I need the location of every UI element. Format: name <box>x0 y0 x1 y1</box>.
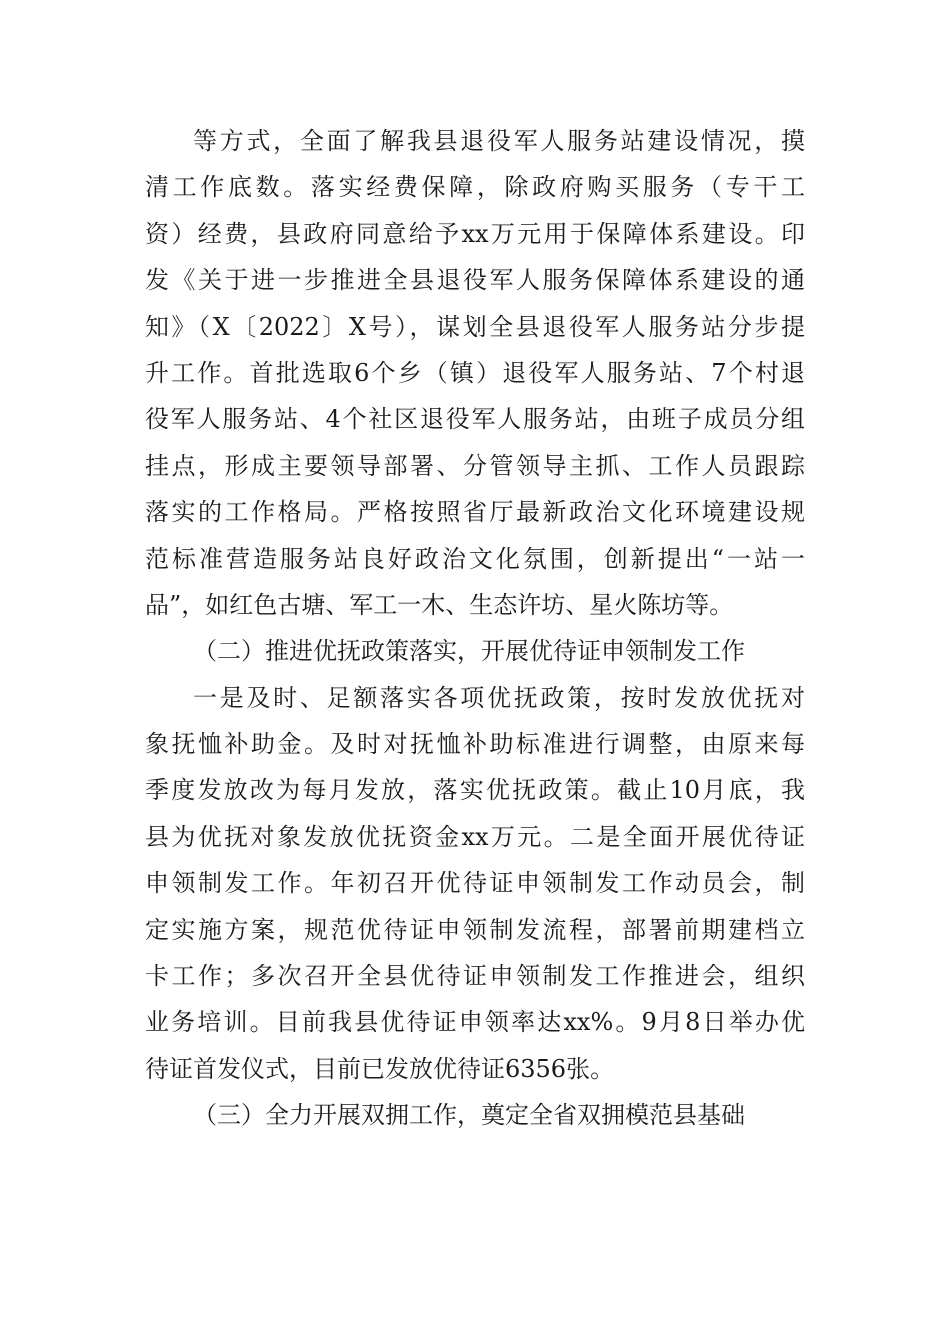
paragraph-line: 清工作底数。落实经费保障，除政府购买服务（专干工 <box>145 173 805 202</box>
paragraph-line: 业务培训。目前我县优待证申领率达xx%。9月8日举办优 <box>145 1008 805 1037</box>
section-heading-two: （二）推进优抚政策落实，开展优待证申领制发工作 <box>193 637 745 666</box>
paragraph-line: 卡工作；多次召开全县优待证申领制发工作推进会，组织 <box>145 962 805 991</box>
document-body <box>145 118 805 1139</box>
paragraph-line: 县为优抚对象发放优抚资金xx万元。二是全面开展优待证 <box>145 822 805 851</box>
paragraph-preferential-policy <box>145 675 805 1093</box>
paragraph-line: 品”，如红色古塘、军工一木、生态许坊、星火陈坊等。 <box>145 590 734 619</box>
paragraph-line: 资）经费，县政府同意给予xx万元用于保障体系建设。印 <box>145 219 805 248</box>
paragraph-line: 范标准营造服务站良好政治文化氛围，创新提出“一站一 <box>145 544 805 573</box>
paragraph-line: 象抚恤补助金。及时对抚恤补助标准进行调整，由原来每 <box>145 730 805 759</box>
paragraph-line: 落实的工作格局。严格按照省厅最新政治文化环境建设规 <box>145 498 805 527</box>
paragraph-service-station <box>145 118 805 628</box>
section-heading-three: （三）全力开展双拥工作，奠定全省双拥模范县基础 <box>193 1101 745 1130</box>
paragraph-line: 挂点，形成主要领导部署、分管领导主抓、工作人员跟踪 <box>145 451 805 480</box>
paragraph-line: 季度发放改为每月发放，落实优抚政策。截止10月底，我 <box>145 776 805 805</box>
paragraph-line: 等方式，全面了解我县退役军人服务站建设情况，摸 <box>193 127 805 155</box>
paragraph-line: 役军人服务站、4个社区退役军人服务站，由班子成员分组 <box>145 405 805 434</box>
paragraph-line: 申领制发工作。年初召开优待证申领制发工作动员会，制 <box>145 869 805 898</box>
paragraph-line: 定实施方案，规范优待证申领制发流程，部署前期建档立 <box>145 915 805 944</box>
paragraph-line: 发《关于进一步推进全县退役军人服务保障体系建设的通 <box>145 266 805 295</box>
paragraph-line: 知》（X〔2022〕X号），谋划全县退役军人服务站分步提 <box>145 312 805 341</box>
paragraph-line: 一是及时、足额落实各项优抚政策，按时发放优抚对 <box>193 683 805 712</box>
paragraph-line: 升工作。首批选取6个乡（镇）退役军人服务站、7个村退 <box>145 358 805 387</box>
paragraph-line: 待证首发仪式，目前已发放优待证6356张。 <box>145 1054 615 1083</box>
